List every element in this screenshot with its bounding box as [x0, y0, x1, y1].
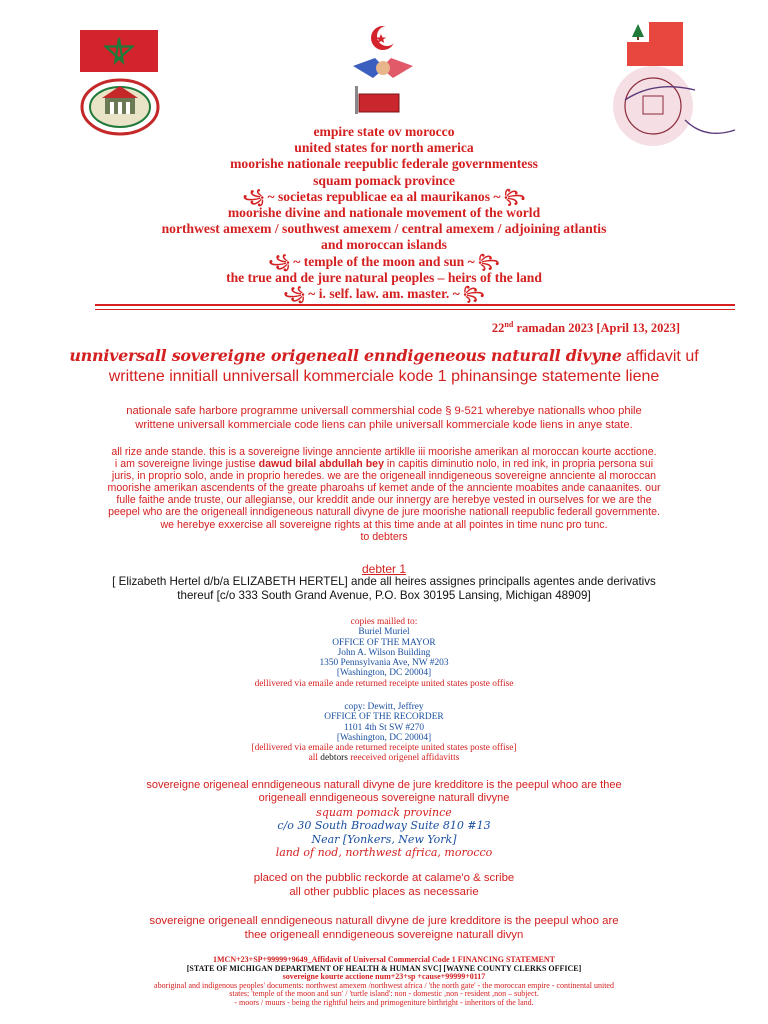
- kredditore-closing-block: sovereigne origeneall enndigeneous naturall divyne de jure kredditore is the peepul whoo are thee origeneall enndigeneous sovereigne naturall divyn: [149, 915, 619, 941]
- header-line: and moroccan islands: [321, 237, 447, 253]
- declaration-paragraph: all rize ande stande. this is a sovereigne livinge annciente artiklle iii moorishe amerikan al moroccan kourte acctione. i am sovereigne livinge justise dawud bilal abdullah bey in capitis diminutio nolo, in red ink, in propria persona sui juris, in proprio solo, ande in proprio heredes. we are the origeneall inndigeneous sovereigne annciente al moroccan moorishe amerikan ascendents of the greate pharoahs uf kemet ande of the annciente moabites ande canaanites. our fulle faithe ande truste, our allegianse, our kreddit ande our innergy are herebye vested in ourselves for we are the peepel who are the origeneall inndigeneous naturall divyne de jure moorishe nationall reepublic federall governmente. we herebye exxercise all sovereigne rights at this time ande at all pointes in time nunc pro tunc. to debters: [107, 446, 661, 543]
- document-date: 22nd ramadan 2023 [April 13, 2023]: [491, 320, 680, 336]
- header-divider: [95, 309, 735, 310]
- header-line: moorishe nationale reepublic federale governmentess: [230, 156, 538, 172]
- public-record-block: placed on the pubblic reckorde at calame'o & scribe all other pubblic places as necessarie: [253, 872, 515, 898]
- header-line: ꧁ ~ societas republicae ea al maurikanos ~ ꧂: [242, 188, 526, 204]
- kredditore-block: sovereigne origeneal enndigeneous naturall divyne de jure kredditore is the peepul whoo are thee origeneall enndigeneous sovereigne naturall divyne squam pomack province c/o 30 South Broadway Suite 810 #13 Near [Yonkers, New York] land of nod, northwest africa, morocco: [146, 779, 622, 860]
- safe-harbor-paragraph: nationale safe harbore programme universall commershial code § 9-521 wherebye nationalls whoo phile writtene universall kommerciale code liens can phile universall kommerciale kode liens in anye state.: [126, 405, 642, 431]
- header-line: northwest amexem / southwest amexem / central amexem / adjoining atlantis: [161, 221, 607, 237]
- header-divider: [95, 304, 735, 306]
- copy-recorder-block: copy: Dewitt, Jeffrey OFFICE OF THE RECORDER 1101 4th St SW #270 [Washington, DC 20004] [dellivered via emaile ande returned receipte united states poste offise] all debtors reeceived origenel affidavitts: [251, 702, 517, 764]
- header-lines: [0, 124, 768, 302]
- crescent-handshake-emblem-icon: [345, 24, 421, 116]
- debter-details: [ Elizabeth Hertel d/b/a ELIZABETH HERTEL] ande all heires assignes principalls agentes ande derivativs thereuf [c/o 333 South Grand Avenue, P.O. Box 30195 Lansing, Michigan 48909]: [112, 575, 656, 602]
- document-title: unniversall sovereigne origeneall enndigeneous naturall divyne affidavit uf writtene innitiall unniversall kommerciale kode 1 phinansinge statemente liene: [69, 346, 699, 385]
- header-line: squam pomack province: [313, 172, 455, 188]
- copies-mailed-block: copies mailled to: Buriel Muriel OFFICE OF THE MAYOR John A. Wilson Building 1350 Pennsylvania Ave, NW #203 [Washington, DC 20004] dellivered via emaile ande returned receipte united states poste offise: [254, 617, 514, 689]
- header-line: ꧁ ~ i. self. law. am. master. ~ ꧂: [283, 286, 485, 302]
- header-line: united states for north america: [294, 140, 474, 156]
- header-line: ꧁ ~ temple of the moon and sun ~ ꧂: [268, 253, 500, 269]
- debter-heading: debter 1: [361, 562, 407, 576]
- header-line: moorishe divine and nationale movement of the world: [227, 205, 541, 221]
- morocco-flag-icon: [80, 30, 158, 72]
- header-line: the true and de jure natural peoples – heirs of the land: [226, 269, 542, 285]
- declarant-name: dawud bilal abdullah bey: [258, 458, 384, 471]
- title-gothic: unniversall sovereigne origeneall enndigeneous naturall divyne: [69, 346, 622, 365]
- document-footer: 1MCN+23+SP+99999+9649_Affidavit of Universal Commercial Code 1 FINANCING STATEMENT [STATE OF MICHIGAN DEPARTMENT OF HEALTH & HUMAN SVC] [WAYNE COUNTY CLERKS OFFICE] sovereigne kourte acctione num+23+sp +cause+99999+0117 aboriginal and indigenous peoples' documents: northwest amexem /northwest africa / 'the north gate' - the moroccan empire - continental united states; 'temple of the moon and sun' / 'turtle island': non - domestic ,non - resident ,non – subject. - moors / muurs - being the rightful heirs and primogeniture birthright - inheritors of the land.: [154, 955, 614, 1007]
- header-line: empire state ov morocco: [313, 124, 455, 139]
